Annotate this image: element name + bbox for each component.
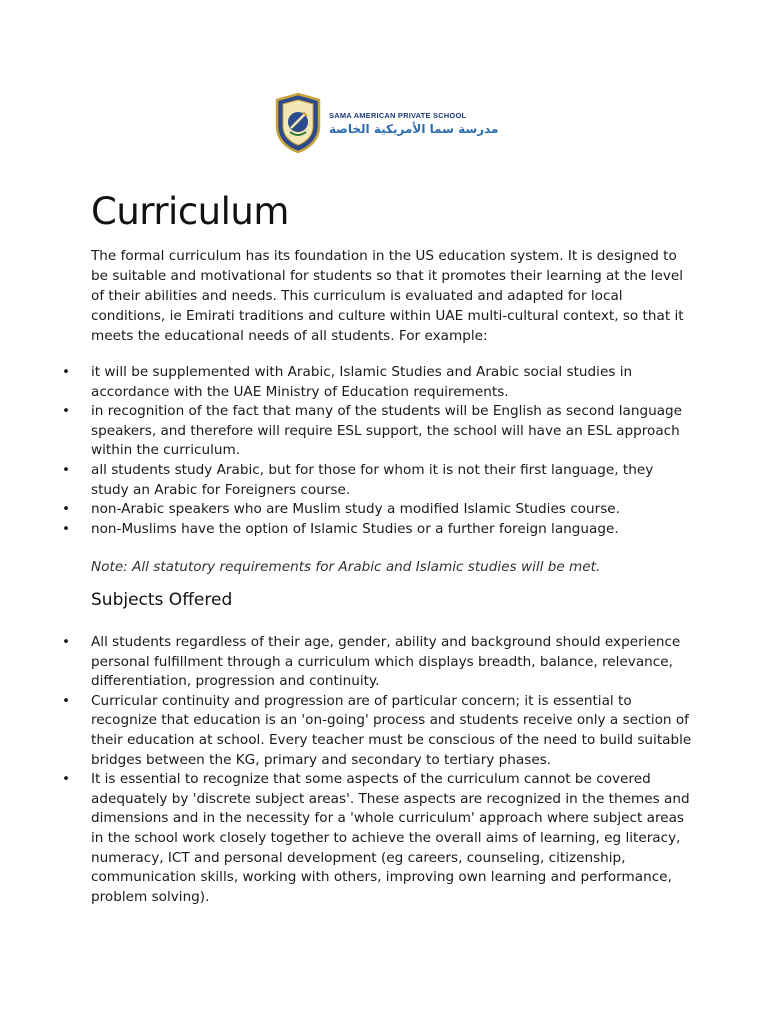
page-title: Curriculum <box>91 190 289 233</box>
school-name-english: SAMA AMERICAN PRIVATE SCHOOL <box>329 110 467 120</box>
school-name-arabic: مدرسة سما الأمريكية الخاصة <box>329 121 499 136</box>
list-item: • all students study Arabic, but for those for whom it is not their first language, they study an Arabic for Foreigners course. <box>62 461 694 500</box>
school-crest-icon <box>273 92 323 154</box>
examples-list <box>62 363 694 539</box>
subjects-list <box>62 633 694 907</box>
list-item: • in recognition of the fact that many of the students will be English as second language speakers, and therefore will require ESL support, the school will have an ESL approach within the curriculum. <box>62 402 694 461</box>
note-text: Note: All statutory requirements for Arabic and Islamic studies will be met. <box>91 559 601 575</box>
list-item: • Curricular continuity and progression are of particular concern; it is essential to recognize that education is an 'on-going' process and students receive only a section of their education at school. Every teacher must be conscious of the need to build suitable bridges between the KG, primary and secondary to tertiary phases. <box>62 692 694 770</box>
intro-paragraph: The formal curriculum has its foundation in the US education system. It is designed to be suitable and motivational for students so that it promotes their learning at the level of their abilities and needs. This curriculum is evaluated and adapted for local conditions, ie Emirati traditions and culture within UAE multi-cultural context, so that it meets the educational needs of all students. For example: <box>91 248 684 344</box>
section-heading: Subjects Offered <box>91 590 233 610</box>
school-logo <box>273 92 498 154</box>
list-item: • All students regardless of their age, gender, ability and background should experience personal fulfillment through a curriculum which displays breadth, balance, relevance, differentiation, progression and continuity. <box>62 633 694 692</box>
list-item: • non-Muslims have the option of Islamic Studies or a further foreign language. <box>62 520 694 540</box>
list-item: • non-Arabic speakers who are Muslim study a modified Islamic Studies course. <box>62 500 694 520</box>
list-item: • it will be supplemented with Arabic, Islamic Studies and Arabic social studies in accordance with the UAE Ministry of Education requirements. <box>62 363 694 402</box>
list-item: • It is essential to recognize that some aspects of the curriculum cannot be covered adequately by 'discrete subject areas'. These aspects are recognized in the themes and dimensions and in the necessity for a 'whole curriculum' approach where subject areas in the school work closely together to achieve the overall aims of learning, eg literacy, numeracy, ICT and personal development (eg careers, counseling, citizenship, communication skills, working with others, improving own learning and performance, problem solving). <box>62 770 694 907</box>
